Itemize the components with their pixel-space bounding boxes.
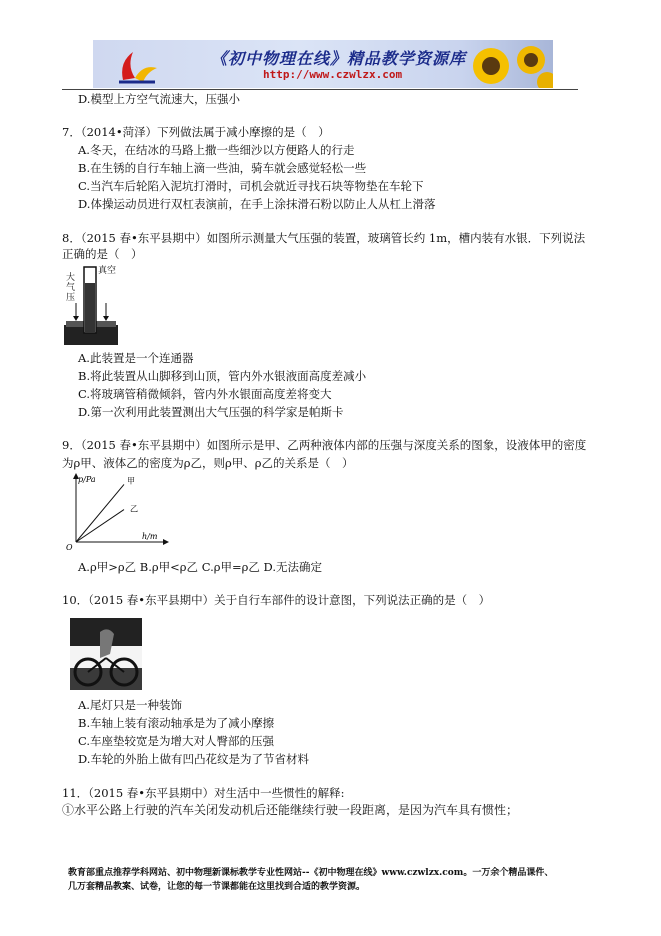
prev-option-d: D.模型上方空气流速大，压强小 xyxy=(78,92,240,106)
sunflower-image xyxy=(461,40,553,88)
series-yi-label: 乙 xyxy=(130,504,138,514)
q8-option-a: A.此装置是一个连通器 xyxy=(78,351,194,365)
x-axis-arrow xyxy=(163,539,169,545)
origin-label: O xyxy=(66,543,73,552)
q7-option-c: C.当汽车后轮陷入泥坑打滑时，司机会就近寻找石块等物垫在车轮下 xyxy=(78,179,424,193)
q11-stem: 11．（2015 春•东平县期中）对生活中一些惯性的解释: xyxy=(62,786,345,800)
q10-option-c: C.车座垫较宽是为增大对人臀部的压强 xyxy=(78,734,275,748)
vacuum-label: 真空 xyxy=(98,266,117,276)
banner-title: 《初中物理在线》精品教学资源库 xyxy=(211,49,467,68)
q8-option-d: D.第一次利用此装置测出大气压强的科学家是帕斯卡 xyxy=(78,405,344,419)
q10-option-b: B.车轴上装有滚动轴承是为了减小摩擦 xyxy=(78,716,275,730)
series-yi-line xyxy=(76,510,124,542)
q7-option-b: B.在生锈的自行车轴上滴一些油，骑车就会感觉轻松一些 xyxy=(78,161,367,175)
q7-option-a: A.冬天，在结冰的马路上撒一些细沙以方便路人的行走 xyxy=(78,143,355,157)
q8-option-b: B.将此装置从山脚移到山顶，管内外水银液面高度差减小 xyxy=(78,369,367,383)
q10-option-d: D.车轮的外胎上做有凹凸花纹是为了节省材料 xyxy=(78,752,309,766)
banner-url[interactable]: http://www.czwlzx.com xyxy=(263,68,403,81)
q10-option-a: A.尾灯只是一种装饰 xyxy=(78,698,182,712)
q8-stem-line2: 正确的是（ ） xyxy=(62,247,143,261)
series-jia-line xyxy=(76,484,124,542)
q11-item-1-text: 水平公路上行驶的汽车关闭发动机后还能继续行驶一段距离，是因为汽车具有惯性； xyxy=(74,803,519,817)
q8-stem-line1: 8．（2015 春•东平县期中）如图所示测量大气压强的装置，玻璃管长约 1m，槽内装有水银．下列说法 xyxy=(62,231,586,245)
y-axis-label: p/Pa xyxy=(78,475,96,484)
footer-line-1: 教育部重点推荐学科网站、初中物理新课标教学专业性网站--《初中物理在线》www.czwlzx.com。一万余个精品课件、 xyxy=(68,868,554,878)
q9-stem-line2: 为ρ甲、液体乙的密度为ρ乙，则ρ甲、ρ乙的关系是（ ） xyxy=(62,456,354,470)
q10-stem: 10．（2015 春•东平县期中）关于自行车部件的设计意图，下列说法正确的是（ ） xyxy=(62,593,491,607)
pressure-label: 大 气 压 xyxy=(66,273,76,303)
series-jia-label: 甲 xyxy=(127,476,135,486)
barometer-figure xyxy=(64,263,126,347)
q7-stem: 7．（2014•菏泽）下列做法属于减小摩擦的是（ ） xyxy=(62,125,330,139)
q9-stem-line1: 9．（2015 春•东平县期中）如图所示是甲、乙两种液体内部的压强与深度关系的图象，设液体甲的密度 xyxy=(62,438,587,452)
q11-item-1-number: ① xyxy=(62,803,75,817)
q11-item-1 xyxy=(62,803,518,817)
pressure-depth-chart xyxy=(62,472,172,554)
site-logo-icon xyxy=(113,44,161,84)
q9-options: A.ρ甲>ρ乙 B.ρ甲<ρ乙 C.ρ甲=ρ乙 D.无法确定 xyxy=(78,560,323,574)
header-rule xyxy=(62,89,578,90)
q7-option-d: D.体操运动员进行双杠表演前，在手上涂抹滑石粉以防止人从杠上滑落 xyxy=(78,197,436,211)
cyclist-photo xyxy=(70,618,142,690)
x-axis-label: h/m xyxy=(142,532,158,541)
footer-line-2: 几万套精品教案、试卷，让您的每一节课都能在这里找到合适的教学资源。 xyxy=(68,882,366,892)
q8-option-c: C.将玻璃管稍微倾斜，管内外水银面高度差将变大 xyxy=(78,387,332,401)
header-banner xyxy=(93,40,553,88)
